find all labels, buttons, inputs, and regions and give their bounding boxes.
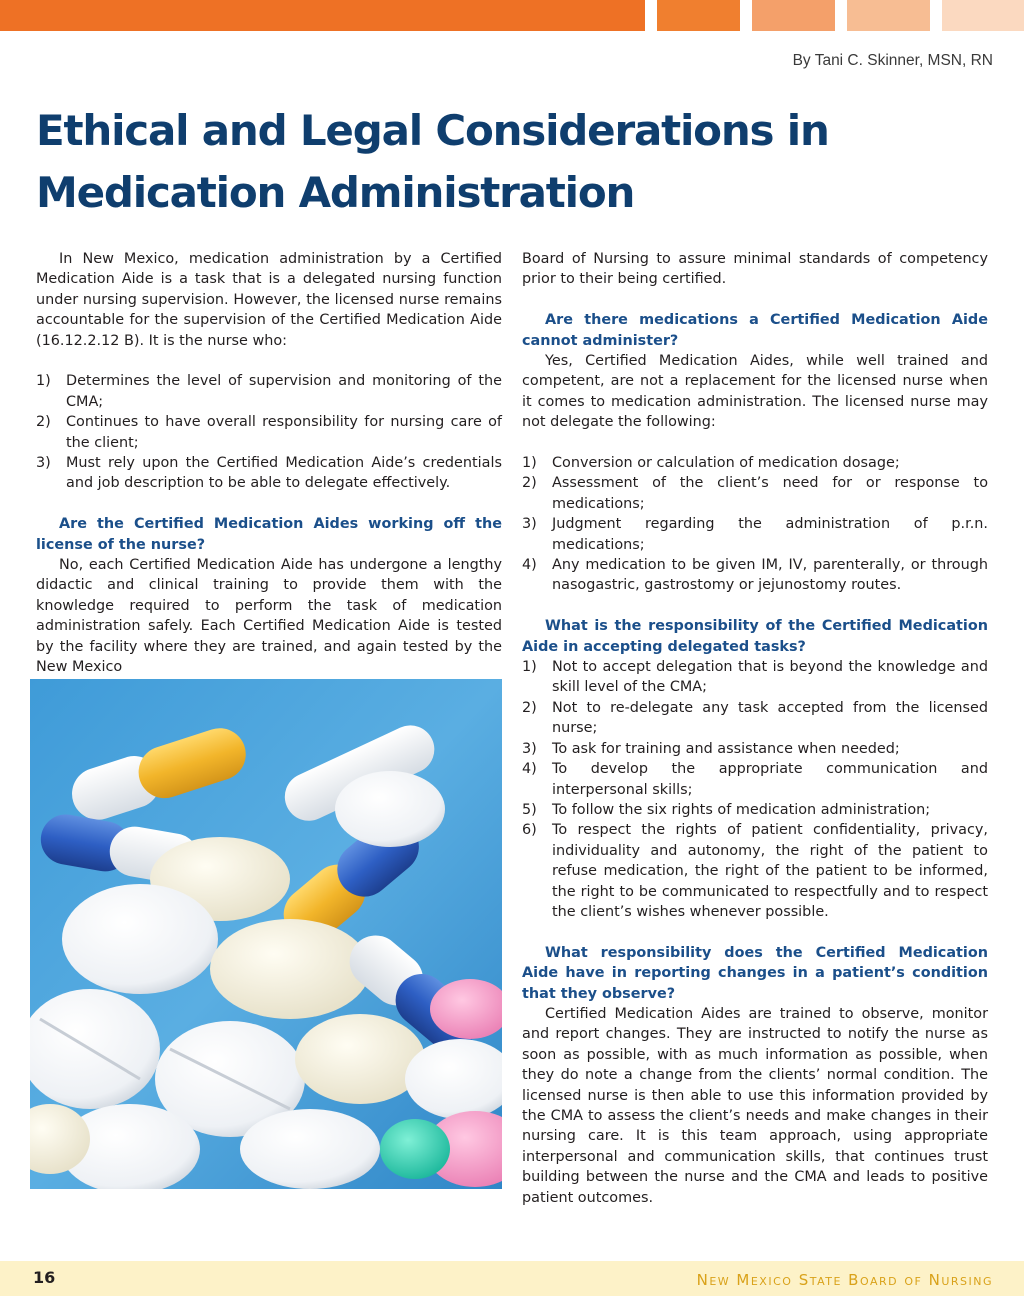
page-footer: [0, 1261, 1024, 1296]
list-item: [36, 453, 502, 494]
list-item: [36, 412, 502, 453]
header-bar-segment: [657, 0, 740, 31]
list-item: [522, 473, 988, 514]
list-number: 1): [522, 659, 537, 676]
list-number: 5): [522, 801, 537, 818]
article-title: [36, 100, 976, 224]
list-item: [522, 800, 988, 820]
list-text: Assessment of the client’s need for or response to medications;: [552, 475, 988, 512]
left-column: [36, 249, 502, 678]
spacer: [36, 494, 502, 514]
header-bar-segment: [942, 0, 1024, 31]
list-item: [522, 759, 988, 800]
intro-paragraph: In New Mexico, medication administration by a Certified Medication Aide is a task that is a delegated nursing function under nursing supervision. However, the licensed nurse remains accountable for the supervision of the Certified Medication Aide (16.12.2.12 B). It is the nurse who:: [36, 251, 502, 349]
spacer: [522, 922, 988, 942]
list-text: Not to re-delegate any task accepted from the licensed nurse;: [552, 699, 988, 737]
list-item: [522, 657, 988, 698]
continuation-paragraph: Board of Nursing to assure minimal standards of competency prior to their being certified.: [522, 251, 988, 288]
nurse-duties-list: [36, 371, 502, 493]
spacer: [522, 433, 988, 453]
non-delegable-list: [522, 453, 988, 596]
question-heading: What is the responsibility of the Certified Medication Aide in accepting delegated tasks?: [522, 618, 988, 655]
list-number: 2): [522, 475, 537, 492]
list-item: [522, 555, 988, 596]
list-item: [36, 371, 502, 412]
list-number: 2): [36, 414, 51, 431]
list-number: 3): [36, 455, 51, 472]
pills-image: [30, 679, 502, 1189]
list-text: To ask for training and assistance when needed;: [552, 740, 900, 757]
list-item: [522, 698, 988, 739]
list-text: Judgment regarding the administration of p.r.n. medications;: [552, 516, 988, 553]
list-number: 3): [522, 740, 537, 757]
list-number: 6): [522, 822, 537, 839]
list-item: [522, 453, 988, 473]
list-text: To respect the rights of patient confidentiality, privacy, individuality and autonomy, the right of the patient to refuse medication, the right of the patient to be informed, the right to be communicated to respectfully and to respect the client’s wishes whenever possible.: [552, 822, 988, 920]
list-text: To develop the appropriate communication and interpersonal skills;: [552, 761, 988, 798]
question-heading: Are there medications a Certified Medication Aide cannot administer?: [522, 312, 988, 349]
list-text: Conversion or calculation of medication dosage;: [552, 455, 900, 472]
list-text: Not to accept delegation that is beyond the knowledge and skill level of the CMA;: [552, 659, 988, 696]
list-text: Determines the level of supervision and monitoring of the CMA;: [66, 373, 502, 410]
list-text: Any medication to be given IM, IV, parenterally, or through nasogastric, gastrostomy or jejunostomy routes.: [552, 557, 988, 594]
answer-paragraph: No, each Certified Medication Aide has undergone a lengthy didactic and clinical training to provide them with the knowledge required to perform the task of medication administration safely. Each Certified Medication Aide is tested by the facility where they are trained, and again tested by the New Mexico: [36, 557, 502, 676]
header-color-bars: [0, 0, 1024, 31]
list-text: Must rely upon the Certified Medication Aide’s credentials and job description to be able to delegate effectively.: [66, 455, 502, 492]
list-number: 1): [36, 373, 51, 390]
page-number: 16: [33, 1268, 56, 1287]
list-item: [522, 514, 988, 555]
question-heading: What responsibility does the Certified Medication Aide have in reporting changes in a patient’s condition that they observe?: [522, 944, 988, 1002]
header-bar-segment: [0, 0, 645, 31]
list-number: 4): [522, 557, 537, 574]
spacer: [36, 351, 502, 371]
header-bar-segment: [752, 0, 835, 31]
answer-paragraph: Yes, Certified Medication Aides, while well trained and competent, are not a replacement for the licensed nurse when it comes to medication administration. The licensed nurse may not delegate the following:: [522, 353, 988, 431]
answer-paragraph: Certified Medication Aides are trained to observe, monitor and report changes. They are instructed to notify the nurse as soon as possible, with as much information as possible, when they do note a change from the clients’ normal condition. The licensed nurse is then able to use this information provided by the CMA to assess the client’s needs and make changes in their nursing care. It is this team approach, using appropriate interpersonal and communication skills, that continues trust building between the nurse and the CMA and leads to positive patient outcomes.: [522, 1005, 988, 1206]
article-title-line: Medication Administration: [36, 168, 635, 217]
spacer: [522, 596, 988, 616]
list-number: 1): [522, 455, 537, 472]
publication-name: New Mexico State Board of Nursing: [696, 1271, 993, 1289]
pills-photo: [30, 679, 502, 1189]
list-number: 4): [522, 761, 537, 778]
list-text: To follow the six rights of medication administration;: [552, 801, 931, 818]
right-column: [522, 249, 988, 1208]
article-title-line: Ethical and Legal Considerations in: [36, 106, 829, 155]
cma-responsibility-list: [522, 657, 988, 922]
list-number: 3): [522, 516, 537, 533]
list-item: [522, 739, 988, 759]
list-item: [522, 820, 988, 922]
list-text: Continues to have overall responsibility for nursing care of the client;: [66, 414, 502, 451]
question-heading: Are the Certified Medication Aides working off the license of the nurse?: [36, 516, 502, 553]
spacer: [522, 290, 988, 310]
author-byline: By Tani C. Skinner, MSN, RN: [792, 52, 993, 69]
list-number: 2): [522, 699, 537, 716]
header-bar-segment: [847, 0, 930, 31]
